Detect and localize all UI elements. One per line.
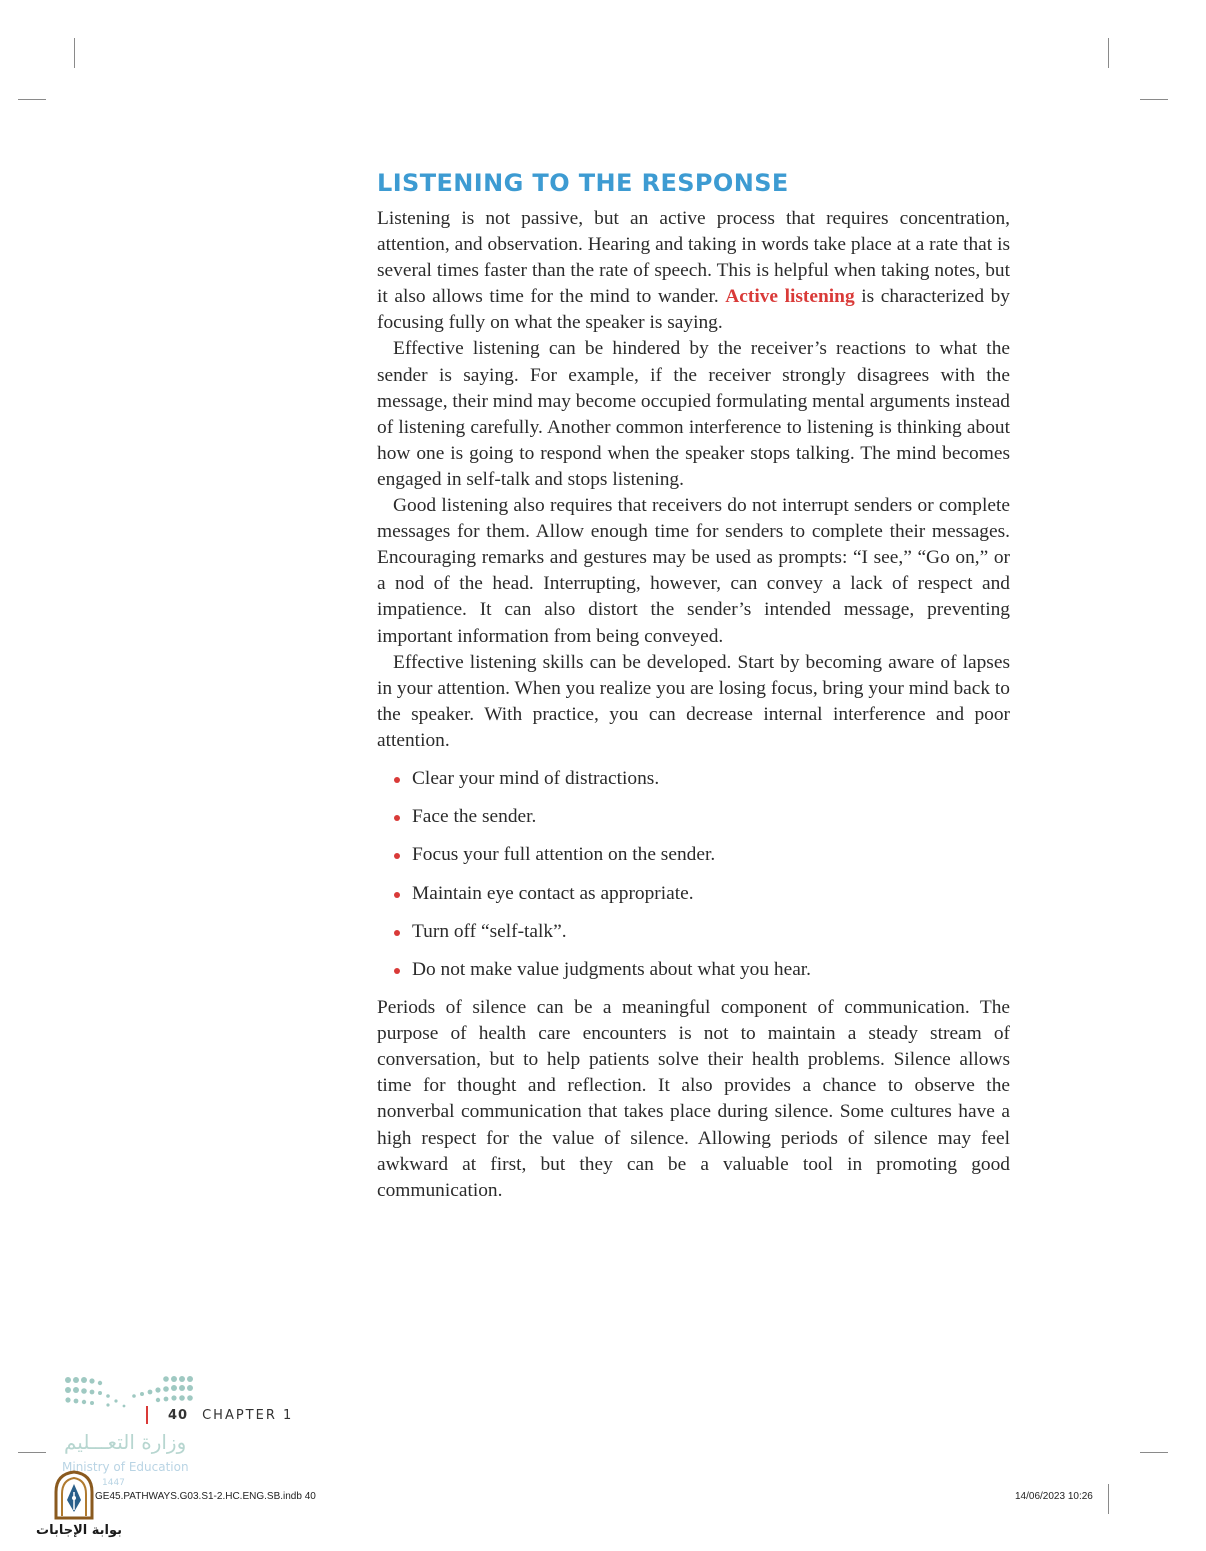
crop-mark [18, 1452, 46, 1453]
crop-mark [74, 38, 75, 68]
tips-list [377, 766, 1010, 983]
chapter-label: CHAPTER 1 [202, 1407, 294, 1423]
paragraph-text: Listening is not passive, but an active process that requires concentration, attention, and observation. Hearing and taking in words take place at a rate that is several times faster than the rate of speech. This is helpful when taking notes, but it also allows time for the mind to wander. [377, 208, 1010, 308]
list-item-text: Do not make value judgments about what you hear. [412, 958, 812, 980]
crop-mark [1140, 99, 1168, 100]
page-footer [146, 1405, 293, 1425]
bullet-icon [394, 777, 400, 783]
footer-divider [146, 1406, 148, 1424]
list-item-text: Clear your mind of distractions. [412, 767, 660, 789]
list-item [377, 842, 1010, 868]
pen-nib-logo-icon [50, 1470, 98, 1520]
list-item-text: Face the sender. [412, 806, 537, 828]
ministry-arabic-watermark: وزارة التعـــليم [64, 1430, 187, 1454]
key-term: Active listening [725, 286, 855, 308]
bullet-icon [394, 892, 400, 898]
list-item [377, 766, 1010, 792]
list-item-text: Maintain eye contact as appropriate. [412, 882, 694, 904]
list-item [377, 804, 1010, 830]
ministry-english-watermark: Ministry of Education [62, 1460, 189, 1474]
paragraph-text: is characterized by focusing fully on what the speaker is saying. [377, 286, 1010, 334]
page-number: 40 [168, 1407, 189, 1423]
crop-mark [1108, 38, 1109, 68]
paragraph-closing: Periods of silence can be a meaningful component of communication. The purpose of health care encounters is not to maintain a steady stream of conversation, but to help patients solve their health problems. Silence allows time for thought and reflection. It also provides a chance to observe the nonverbal communication that takes place during silence. Some cultures have a high respect for the value of silence. Allowing periods of silence may feel awkward at first, but they can be a valuable tool in promoting good communication. [377, 997, 1010, 1201]
bullet-icon [394, 968, 400, 974]
paragraph: Good listening also requires that receivers do not interrupt senders or complete messages for them. Allow enough time for senders to complete their messages. Encouraging remarks and gestures may be used as prompts: “I see,” “Go on,” or a nod of the head. Interrupting, however, can convey a lack of respect and impatience. It can also distort the sender’s intended message, preventing important information from being conveyed. [377, 495, 1010, 647]
paragraph: Effective listening skills can be developed. Start by becoming aware of lapses in your attention. When you realize you are losing focus, bring your mind back to the speaker. With practice, you can decrease internal interference and poor attention. [377, 651, 1010, 751]
crop-mark [18, 99, 46, 100]
bullet-icon [394, 930, 400, 936]
list-item [377, 957, 1010, 983]
list-item [377, 919, 1010, 945]
list-item-text: Focus your full attention on the sender. [412, 844, 716, 866]
paragraph: Effective listening can be hindered by the receiver’s reactions to what the sender is saying. For example, if the receiver strongly disagrees with the message, their mind may become occupied formulating mental arguments instead of listening carefully. Another common interference to listening is thinking about how one is going to respond when the speaker stops talking. The mind becomes engaged in self-talk and stops listening. [377, 338, 1010, 490]
paragraph-intro [377, 206, 1010, 336]
site-label: بوابة الإجابات [36, 1523, 122, 1538]
bullet-icon [394, 815, 400, 821]
list-item [377, 881, 1010, 907]
section-heading: LISTENING TO THE RESPONSE [377, 169, 789, 197]
ministry-year: 1447 [102, 1478, 125, 1488]
print-slug: GE45.PATHWAYS.G03.S1-2.HC.ENG.SB.indb 40 [95, 1491, 316, 1502]
page-content [377, 168, 1010, 1204]
bullet-icon [394, 853, 400, 859]
crop-mark [1140, 1452, 1168, 1453]
print-timestamp: 14/06/2023 10:26 [1015, 1491, 1093, 1502]
crop-mark [1108, 1484, 1109, 1514]
list-item-text: Turn off “self-talk”. [412, 920, 567, 942]
